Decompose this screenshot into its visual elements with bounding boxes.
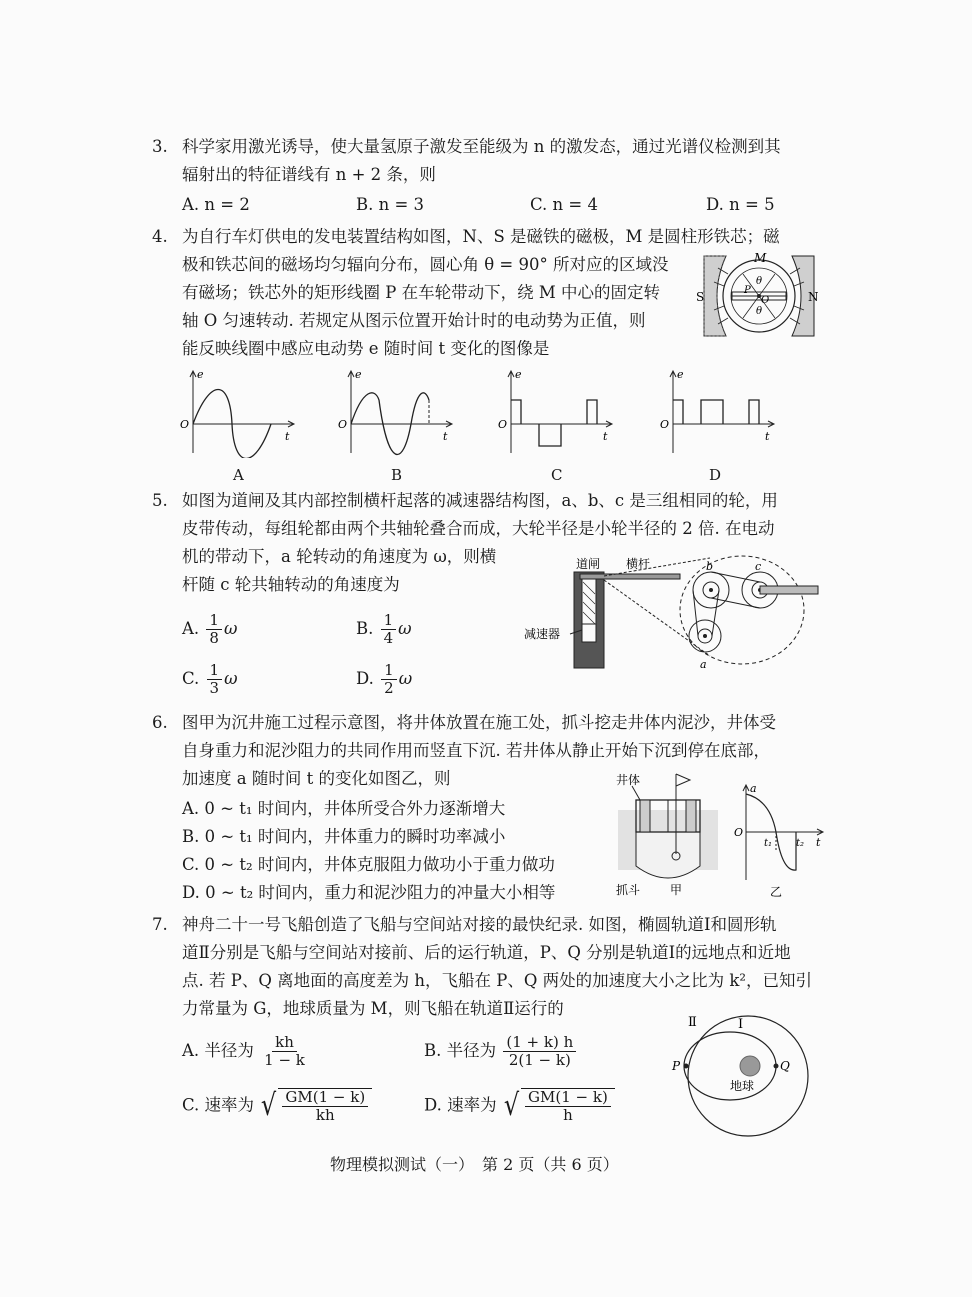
q6-fig-label-a: a bbox=[750, 782, 757, 795]
q3-option-c: C. n = 4 bbox=[530, 195, 598, 214]
q5-option-b-denominator: 4 bbox=[383, 629, 394, 647]
q4-graph-c-axis-e: e bbox=[515, 368, 522, 381]
q7-option-a-denominator: 1 − k bbox=[264, 1051, 305, 1069]
q5-fig-label-reducer: 减速器 bbox=[524, 627, 561, 641]
q5-option-a bbox=[182, 612, 237, 647]
q4-stem-line5: 能反映线圈中感应电动势 e 随时间 t 变化的图像是 bbox=[182, 339, 550, 358]
q6-fig-label-t1: t₁ bbox=[764, 838, 773, 849]
q6-option-c: C. 0 ~ t₂ 时间内，井体克服阻力做功小于重力做功 bbox=[182, 855, 555, 874]
q5-fig-label-b: b bbox=[706, 560, 714, 573]
q4-stem-line3: 有磁场；铁芯外的矩形线圈 P 在车轮带动下，绕 M 中心的固定转 bbox=[182, 283, 660, 302]
q6-stem-line3: 加速度 a 随时间 t 的变化如图乙，则 bbox=[182, 769, 451, 788]
q7-option-b-denominator: 2(1 − k) bbox=[508, 1051, 571, 1069]
q4-graph-b-origin: O bbox=[338, 418, 348, 431]
q3-option-a: A. n = 2 bbox=[182, 195, 250, 214]
q7-option-d-sqrt-icon: √ bbox=[503, 1088, 520, 1123]
q4-graph-c bbox=[493, 368, 618, 458]
q7-option-b-label: B. 半径为 bbox=[424, 1041, 497, 1060]
q6-fig-label-t: t bbox=[816, 836, 821, 849]
q7-option-c-label: C. 速率为 bbox=[182, 1095, 255, 1115]
q5-stem-line4: 杆随 c 轮共轴转动的角速度为 bbox=[182, 575, 400, 594]
q4-caption-b: B bbox=[391, 466, 403, 484]
q5-option-d bbox=[356, 662, 412, 697]
q4-graph-a-origin: O bbox=[180, 418, 190, 431]
q5-option-b-numerator: 1 bbox=[381, 612, 397, 630]
q4-fig-label-theta-top: θ bbox=[756, 276, 763, 287]
q6-stem-line1: 图甲为沉井施工过程示意图，将井体放置在施工处，抓斗挖走井体内泥沙，井体受 bbox=[182, 713, 776, 732]
q3-stem-line1: 科学家用激光诱导，使大量氢原子激发至能级为 n 的激发态，通过光谱仪检测到其 bbox=[182, 137, 781, 156]
q5-fig-label-a: a bbox=[700, 658, 707, 671]
q4-graph-d-origin: O bbox=[660, 418, 670, 431]
q5-number: 5. bbox=[152, 491, 168, 510]
q7-fig-label-earth: 地球 bbox=[730, 1079, 755, 1093]
q4-graph-a bbox=[175, 368, 300, 458]
q3-option-d: D. n = 5 bbox=[706, 195, 775, 214]
q5-fig-label-c: c bbox=[755, 560, 762, 573]
q3-option-b: B. n = 3 bbox=[356, 195, 425, 214]
q7-option-d bbox=[424, 1088, 615, 1124]
q6-option-a: A. 0 ~ t₁ 时间内，井体所受合外力逐渐增大 bbox=[182, 799, 506, 818]
q5-option-c-omega: ω bbox=[224, 669, 238, 688]
q5-option-a-label: A. bbox=[182, 619, 200, 638]
q6-fig-label-t2: t₂ bbox=[796, 838, 805, 849]
q7-orbit-figure bbox=[664, 1010, 814, 1138]
q7-option-c-numerator: GM(1 − k) bbox=[282, 1089, 368, 1107]
q5-stem-line3: 机的带动下，a 轮转动的角速度为 ω，则横 bbox=[182, 547, 497, 566]
q7-stem-line4: 力常量为 G，地球质量为 M，则飞船在轨道Ⅱ运行的 bbox=[182, 999, 564, 1018]
q4-graph-a-axis-e: e bbox=[197, 368, 204, 381]
q7-stem-line1: 神舟二十一号飞船创造了飞船与空间站对接的最快纪录. 如图，椭圆轨道Ⅰ和圆形轨 bbox=[182, 915, 777, 934]
q4-graph-b bbox=[333, 368, 458, 458]
q5-option-a-denominator: 8 bbox=[209, 629, 219, 647]
q7-option-c bbox=[182, 1088, 372, 1124]
q4-generator-figure bbox=[696, 248, 822, 344]
q4-stem-line2: 极和铁芯间的磁场均匀辐向分布，圆心角 θ = 90° 所对应的区域没 bbox=[182, 255, 669, 274]
q5-stem-line2: 皮带传动，每组轮都由两个共轴轮叠合而成，大轮半径是小轮半径的 2 倍. 在电动 bbox=[182, 519, 775, 538]
q4-graph-a-axis-t: t bbox=[285, 430, 290, 443]
q4-graph-d-axis-e: e bbox=[677, 368, 684, 381]
q6-option-b: B. 0 ~ t₁ 时间内，井体重力的瞬时功率减小 bbox=[182, 827, 506, 846]
q5-fig-label-gate: 道闸 bbox=[576, 557, 601, 571]
q7-fig-label-orbit-i: Ⅰ bbox=[738, 1017, 744, 1032]
q5-option-b-omega: ω bbox=[398, 619, 412, 638]
q7-option-d-numerator: GM(1 − k) bbox=[525, 1089, 611, 1107]
q5-fig-label-bar: 横杆 bbox=[626, 557, 651, 571]
q4-graph-c-axis-t: t bbox=[603, 430, 608, 443]
q4-fig-label-P: P bbox=[744, 285, 751, 296]
q7-option-b-numerator: (1 + k) h bbox=[503, 1034, 576, 1052]
q5-stem-line1: 如图为道闸及其内部控制横杆起落的减速器结构图，a、b、c 是三组相同的轮，用 bbox=[182, 491, 778, 510]
q7-option-d-denominator: h bbox=[563, 1106, 573, 1124]
q7-option-a-label: A. 半径为 bbox=[182, 1041, 254, 1060]
q4-graph-b-axis-e: e bbox=[355, 368, 362, 381]
q5-option-d-numerator: 1 bbox=[381, 662, 397, 680]
q4-fig-label-O: O bbox=[761, 295, 770, 306]
q4-graph-c-origin: O bbox=[498, 418, 508, 431]
q4-number: 4. bbox=[152, 227, 168, 246]
q7-option-a bbox=[182, 1034, 310, 1069]
q4-graph-d-axis-t: t bbox=[765, 430, 770, 443]
q6-figure-yi bbox=[730, 780, 830, 900]
q4-fig-label-N: N bbox=[808, 290, 819, 304]
q5-option-c-denominator: 3 bbox=[209, 679, 220, 697]
q4-caption-a: A bbox=[233, 466, 244, 484]
q6-figure-jia bbox=[614, 770, 724, 900]
q5-option-c-label: C. bbox=[182, 669, 200, 688]
q4-graph-b-axis-t: t bbox=[443, 430, 448, 443]
q7-fig-label-q: Q bbox=[780, 1059, 790, 1073]
q7-option-c-denominator: kh bbox=[315, 1106, 335, 1124]
q7-fig-label-p: P bbox=[672, 1059, 681, 1073]
q5-option-a-numerator: 1 bbox=[206, 612, 222, 630]
q5-option-a-omega: ω bbox=[223, 619, 238, 638]
q6-fig-label-jia: 甲 bbox=[670, 883, 683, 897]
q4-stem-line4: 轴 O 匀速转动. 若规定从图示位置开始计时的电动势为正值，则 bbox=[182, 311, 646, 330]
q5-option-b-label: B. bbox=[356, 619, 374, 638]
q6-fig-label-yi: 乙 bbox=[770, 885, 783, 899]
q7-number: 7. bbox=[152, 915, 168, 934]
q5-option-b bbox=[356, 612, 412, 647]
q5-gate-figure bbox=[520, 552, 820, 674]
q7-option-d-label: D. 速率为 bbox=[424, 1095, 497, 1115]
q5-option-d-denominator: 2 bbox=[384, 679, 394, 697]
q5-option-d-label: D. bbox=[356, 669, 374, 688]
q6-stem-line2: 自身重力和泥沙阻力的共同作用而竖直下沉. 若井体从静止开始下沉到停在底部， bbox=[182, 741, 770, 760]
q6-fig-label-grab: 抓斗 bbox=[616, 883, 641, 897]
q4-caption-d: D bbox=[709, 466, 722, 484]
q4-fig-label-theta-bottom: θ bbox=[756, 306, 763, 317]
q4-fig-label-M: M bbox=[754, 251, 767, 265]
q4-stem-line1: 为自行车灯供电的发电装置结构如图，N、S 是磁铁的磁极，M 是圆柱形铁芯；磁 bbox=[182, 227, 780, 246]
q7-stem-line3: 点. 若 P、Q 离地面的高度差为 h，飞船在 P、Q 两处的加速度大小之比为 k²，已知引 bbox=[182, 971, 812, 990]
page-footer: 物理模拟测试（一） 第 2 页（共 6 页） bbox=[330, 1155, 619, 1174]
q3-number: 3. bbox=[152, 137, 168, 156]
q7-stem-line2: 道Ⅱ分别是飞船与空间站对接前、后的运行轨道，P、Q 分别是轨道Ⅰ的远地点和近地 bbox=[182, 943, 791, 962]
q7-fig-label-orbit-ii: Ⅱ bbox=[688, 1015, 697, 1030]
q5-option-c bbox=[182, 662, 238, 697]
q6-number: 6. bbox=[152, 713, 168, 732]
q4-fig-label-S: S bbox=[696, 290, 705, 304]
q4-graph-d bbox=[655, 368, 780, 458]
q4-caption-c: C bbox=[551, 466, 563, 484]
q6-fig-label-well: 井体 bbox=[616, 773, 641, 787]
q7-option-b bbox=[424, 1034, 578, 1069]
q5-option-d-omega: ω bbox=[398, 669, 413, 688]
q7-option-c-sqrt-icon: √ bbox=[261, 1088, 277, 1123]
q6-option-d: D. 0 ~ t₂ 时间内，重力和泥沙阻力的冲量大小相等 bbox=[182, 883, 556, 902]
q3-stem-line2: 辐射出的特征谱线有 n + 2 条，则 bbox=[182, 165, 436, 184]
q6-fig-label-origin: O bbox=[734, 826, 744, 839]
q5-option-c-numerator: 1 bbox=[207, 662, 223, 680]
q7-option-a-numerator: kh bbox=[272, 1034, 297, 1052]
